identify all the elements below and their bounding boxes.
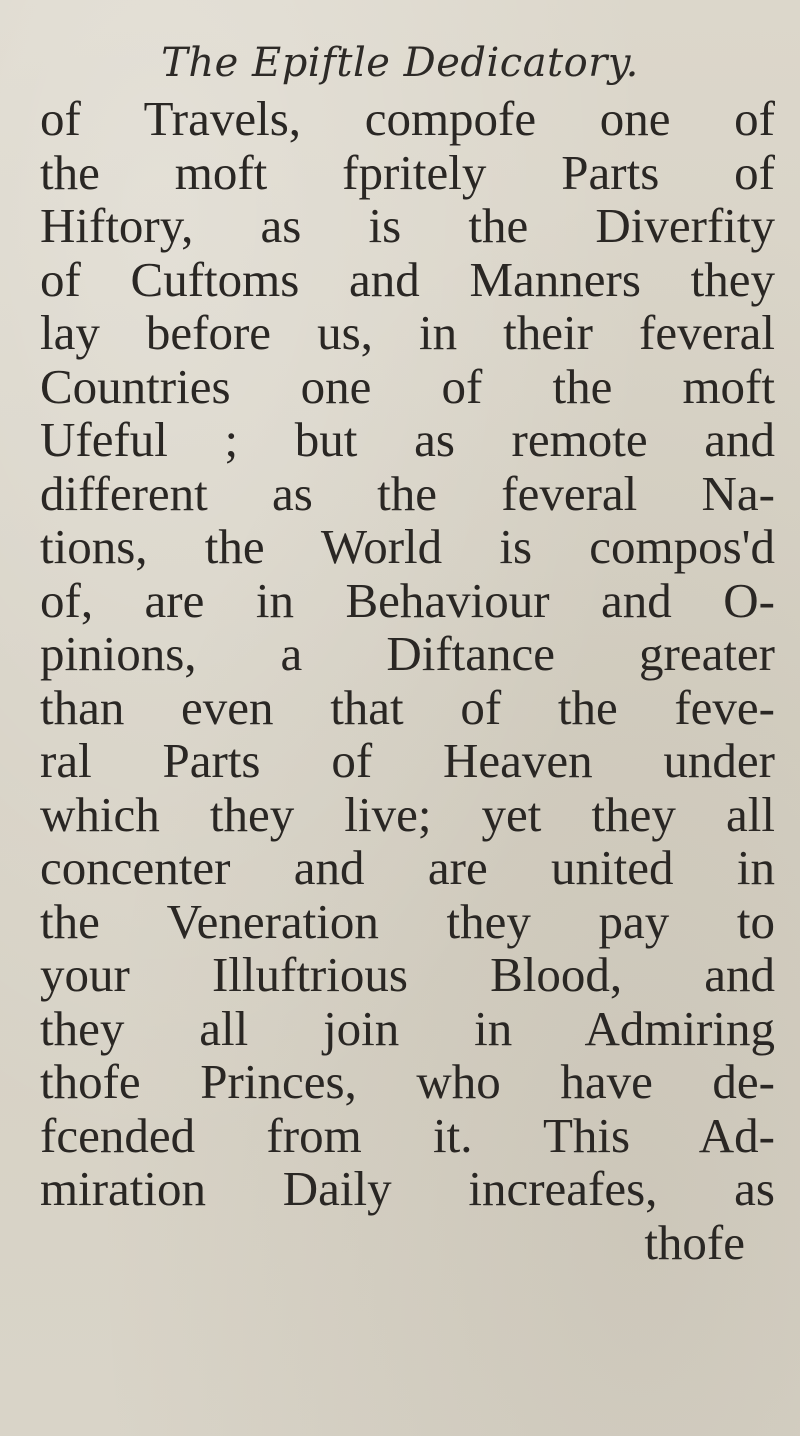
- text-line: pinions, a Diftance greater: [40, 626, 775, 681]
- body-text: [40, 92, 775, 1269]
- text-line: Countries one of the moft: [40, 358, 775, 414]
- text-line: different as the feveral Na-: [40, 465, 775, 521]
- text-line: they all join in Admiring: [40, 1000, 775, 1056]
- text-line: than even that of the feve-: [40, 679, 775, 735]
- text-line: the moft fpritely Parts of: [40, 144, 775, 200]
- text-line: of, are in Behaviour and O-: [40, 572, 775, 628]
- text-line: the Veneration they pay to: [40, 893, 775, 949]
- text-line: your Illuftrious Blood, and: [40, 947, 775, 1002]
- text-line: of Cuftoms and Manners they: [40, 251, 775, 307]
- text-line: Hiftory, as is the Diverfity: [40, 198, 775, 253]
- text-line: Ufeful ; but as remote and: [40, 412, 775, 467]
- text-line: concenter and are united in: [40, 840, 775, 895]
- catchword: thofe: [644, 1214, 745, 1270]
- text-line: which they live; yet they all: [40, 786, 775, 842]
- text-line: thofe Princes, who have de-: [40, 1054, 775, 1109]
- text-line: ral Parts of Heaven under: [40, 733, 775, 788]
- text-line: of Travels, compofe one of: [40, 91, 775, 146]
- running-head: The Epiftle Dedicatory.: [161, 40, 639, 86]
- text-line: fcended from it. This Ad-: [40, 1107, 775, 1163]
- text-line: miration Daily increafes, as: [40, 1161, 775, 1216]
- text-line: lay before us, in their feveral: [40, 305, 775, 360]
- text-line: tions, the World is compos'd: [40, 519, 775, 574]
